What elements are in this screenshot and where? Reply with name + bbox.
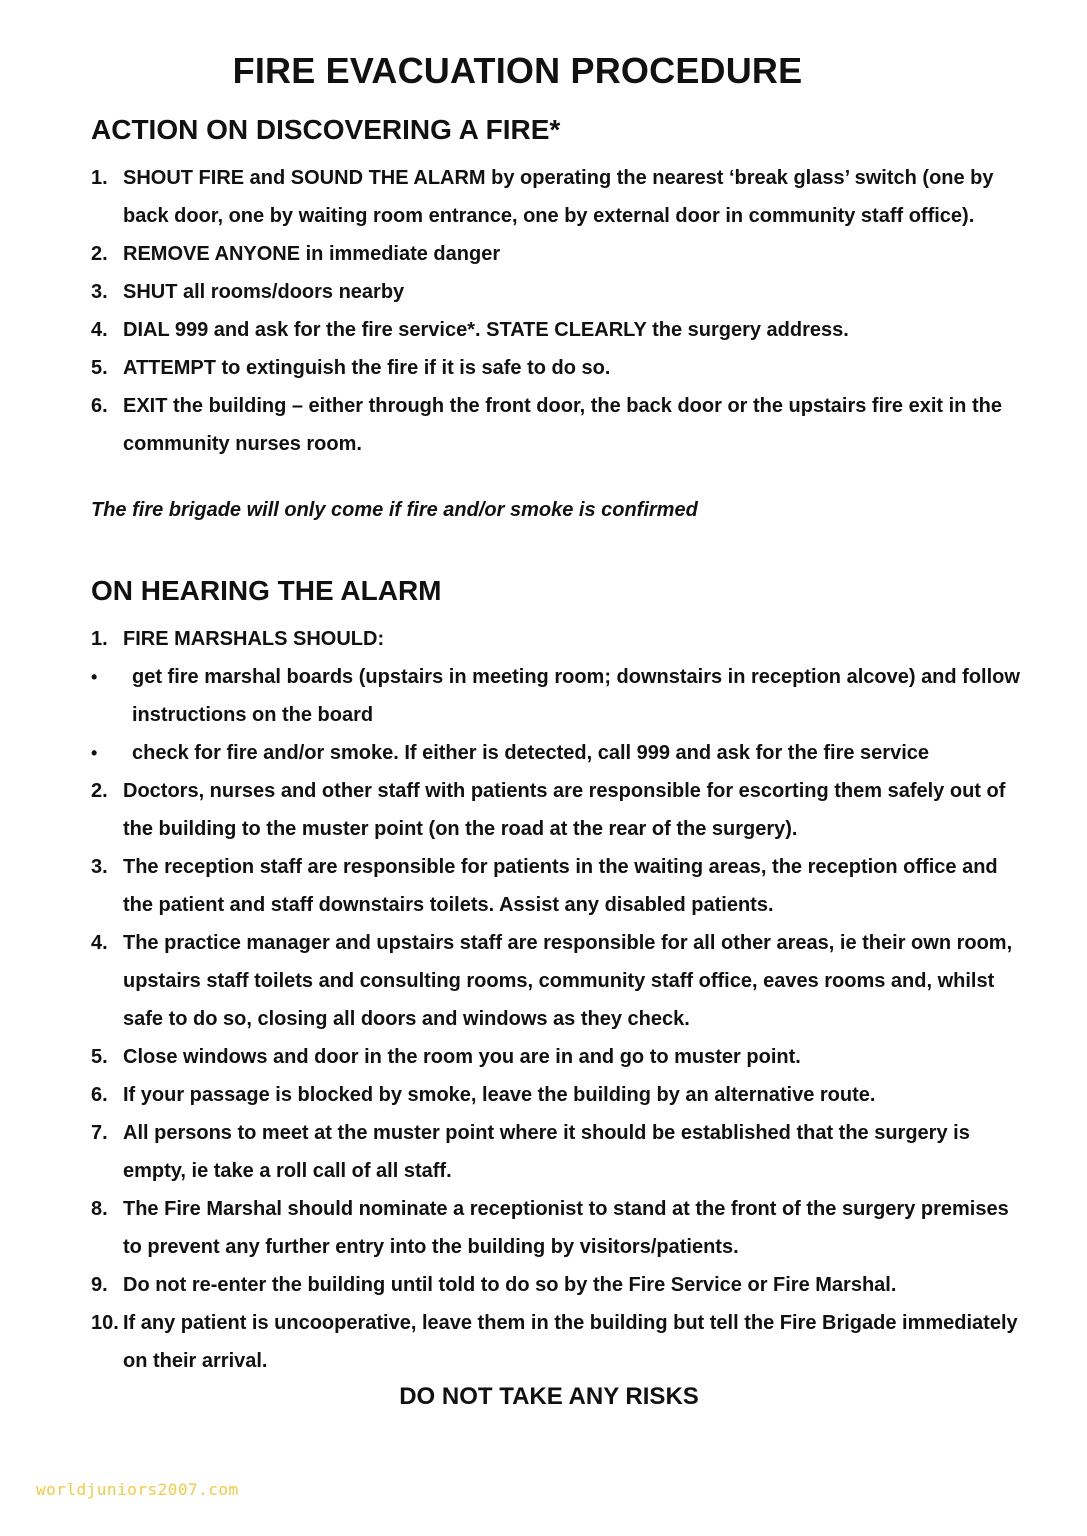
item-text: SHOUT FIRE and SOUND THE ALARM by operating the nearest ‘break glass’ switch (one by back door, one by waiting room entrance, one by external door in community staff office).	[123, 167, 994, 227]
list-item	[91, 349, 1021, 387]
bullet-item	[91, 734, 1021, 772]
list-item	[91, 620, 1021, 658]
list-item	[91, 1076, 1021, 1114]
item-text: FIRE MARSHALS SHOULD:	[123, 628, 385, 650]
section-heading-hearing-alarm: ON HEARING THE ALARM	[91, 575, 442, 606]
item-text: The reception staff are responsible for patients in the waiting areas, the reception office and the patient and staff downstairs toilets. Assist any disabled patients.	[123, 856, 998, 916]
item-marker: 9.	[91, 1274, 108, 1296]
list-item	[91, 311, 1021, 349]
item-text: REMOVE ANYONE in immediate danger	[123, 243, 501, 265]
item-marker: 5.	[91, 1046, 108, 1068]
item-marker: 3.	[91, 281, 108, 303]
list-item	[91, 1266, 1021, 1304]
item-marker: 8.	[91, 1198, 108, 1220]
item-text: If your passage is blocked by smoke, leave the building by an alternative route.	[123, 1084, 876, 1106]
item-marker: 4.	[91, 932, 108, 954]
item-marker: 1.	[91, 167, 108, 189]
item-marker: 2.	[91, 780, 108, 802]
bullet-marker: •	[91, 667, 98, 687]
bullet-marker: •	[91, 743, 98, 763]
list-item	[91, 848, 1021, 924]
item-marker: 3.	[91, 856, 108, 878]
list-item	[91, 387, 1021, 463]
item-text: All persons to meet at the muster point where it should be established that the surgery is empty, ie take a roll call of all staff.	[123, 1122, 970, 1182]
item-marker: 4.	[91, 319, 108, 341]
bullet-item	[91, 658, 1021, 734]
item-text: ATTEMPT to extinguish the fire if it is safe to do so.	[123, 357, 611, 379]
item-marker: 5.	[91, 357, 108, 379]
item-text: Do not re-enter the building until told to do so by the Fire Service or Fire Marshal.	[123, 1274, 897, 1296]
document-title: FIRE EVACUATION PROCEDURE	[232, 50, 803, 91]
item-text: get fire marshal boards (upstairs in meeting room; downstairs in reception alcove) and follow instructions on the board	[132, 666, 1020, 726]
section-heading-discovering-fire: ACTION ON DISCOVERING A FIRE*	[91, 114, 561, 145]
discovering-fire-steps	[91, 159, 1021, 463]
item-text: EXIT the building – either through the front door, the back door or the upstairs fire exit in the community nurses room.	[123, 395, 1002, 455]
hearing-alarm-steps	[91, 620, 1021, 1380]
list-item	[91, 273, 1021, 311]
list-item	[91, 159, 1021, 235]
closing-warning: DO NOT TAKE ANY RISKS	[399, 1383, 699, 1410]
list-item	[91, 924, 1021, 1038]
item-text: The practice manager and upstairs staff are responsible for all other areas, ie their own room, upstairs staff toilets and consulting rooms, community staff office, eaves rooms and, whilst safe to do so, closing all doors and windows as they check.	[123, 932, 1013, 1030]
item-marker: 1.	[91, 628, 108, 650]
list-item	[91, 1304, 1021, 1380]
item-marker: 7.	[91, 1122, 108, 1144]
list-item	[91, 235, 1021, 273]
item-text: DIAL 999 and ask for the fire service*. STATE CLEARLY the surgery address.	[123, 319, 849, 341]
item-marker: 2.	[91, 243, 108, 265]
item-text: If any patient is uncooperative, leave them in the building but tell the Fire Brigade immediately on their arrival.	[123, 1312, 1018, 1372]
list-item	[91, 1190, 1021, 1266]
fire-brigade-note: The fire brigade will only come if fire and/or smoke is confirmed	[91, 499, 698, 521]
item-text: The Fire Marshal should nominate a receptionist to stand at the front of the surgery premises to prevent any further entry into the building by visitors/patients.	[123, 1198, 1009, 1258]
item-text: check for fire and/or smoke. If either is detected, call 999 and ask for the fire service	[132, 742, 929, 764]
list-item	[91, 1114, 1021, 1190]
item-text: SHUT all rooms/doors nearby	[123, 281, 405, 303]
item-text: Doctors, nurses and other staff with patients are responsible for escorting them safely out of the building to the muster point (on the road at the rear of the surgery).	[123, 780, 1006, 840]
item-text: Close windows and door in the room you are in and go to muster point.	[123, 1046, 801, 1068]
watermark-text: worldjuniors2007.com	[36, 1480, 239, 1499]
list-item	[91, 772, 1021, 848]
item-marker: 10.	[91, 1312, 119, 1334]
item-marker: 6.	[91, 395, 108, 417]
item-marker: 6.	[91, 1084, 108, 1106]
list-item	[91, 1038, 1021, 1076]
